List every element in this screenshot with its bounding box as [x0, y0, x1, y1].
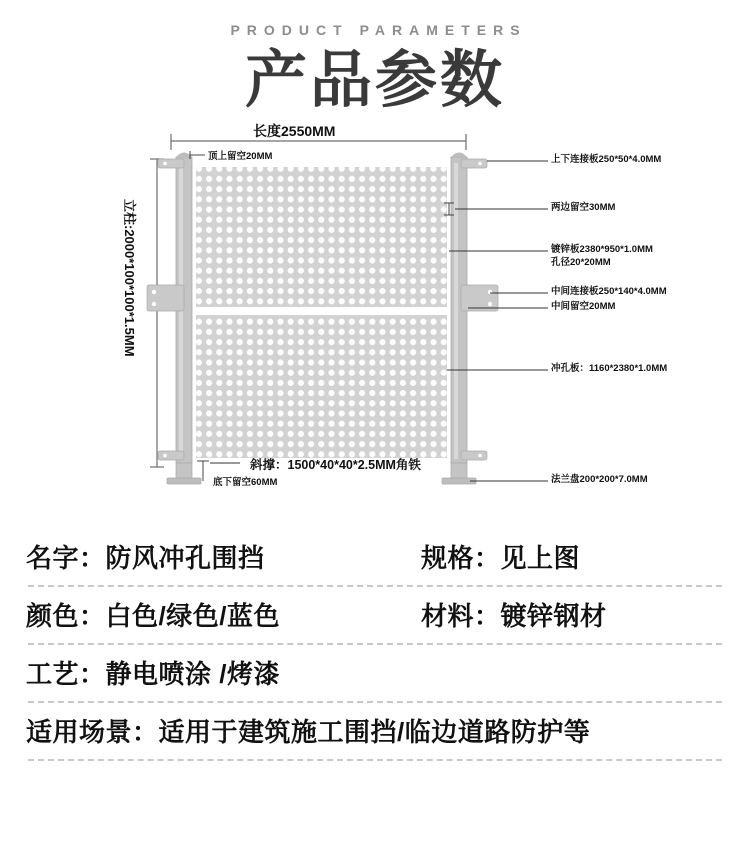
spec-row-scenario [26, 703, 724, 759]
callout-side-gap: 两边留空30MM [551, 201, 616, 213]
spec-name: 名字：防风冲孔围挡 [26, 543, 265, 574]
panel-lower [196, 315, 447, 458]
top-dimension-label: 长度2550MM [253, 122, 336, 139]
spec-row-color [26, 587, 724, 643]
spec-material: 材料：镀锌钢材 [421, 601, 607, 632]
connect-plate-mid-right [461, 285, 498, 311]
left-dimension-label: 立柱:2000*100*100*1.5MM [122, 198, 137, 357]
spec-color: 颜色：白色/绿色/蓝色 [26, 601, 280, 632]
connect-plate-bottom-left [158, 451, 184, 460]
spec-table [0, 529, 750, 761]
top-gap-label: 顶上留空20MM [208, 150, 273, 162]
callout-mid-connect-plate: 中间连接板250*140*4.0MM [551, 285, 667, 297]
bottom-gap-label: 底下留空60MM [213, 476, 278, 488]
callout-top-connect-plate: 上下连接板250*50*4.0MM [551, 153, 662, 165]
spec-model: 规格：见上图 [421, 543, 581, 574]
brace-label: 斜撑：1500*40*40*2.5MM角铁 [250, 457, 421, 472]
spec-process: 工艺：静电喷涂 /烤漆 [26, 659, 280, 690]
left-dimension-line [150, 159, 164, 467]
spec-row-name [26, 529, 724, 585]
spec-scenario: 适用场景：适用于建筑施工围挡/临边道路防护等 [26, 717, 591, 748]
spec-divider-4 [28, 759, 722, 761]
connect-plate-mid-left [147, 285, 184, 311]
callout-galvanized-sheet: 镀锌板2380*950*1.0MM [551, 243, 653, 255]
spec-row-process [26, 645, 724, 701]
panel-upper [196, 167, 447, 307]
connect-plate-top-right [461, 159, 487, 168]
page-title: 产品参数 [244, 46, 505, 115]
callout-mid-gap: 中间留空20MM [551, 300, 616, 312]
page-header [0, 0, 750, 115]
header-eyebrow: PRODUCT PARAMETERS [230, 22, 527, 38]
flange-base-left [167, 463, 201, 484]
connect-plate-top-left [158, 159, 184, 168]
callout-perforated-panel: 冲孔板：1160*2380*1.0MM [551, 362, 668, 374]
connect-plate-bottom-right [461, 451, 487, 460]
product-diagram [0, 122, 750, 523]
callout-hole-size: 孔径20*20MM [551, 256, 611, 268]
callout-flange-plate: 法兰盘200*200*7.0MM [551, 473, 648, 485]
